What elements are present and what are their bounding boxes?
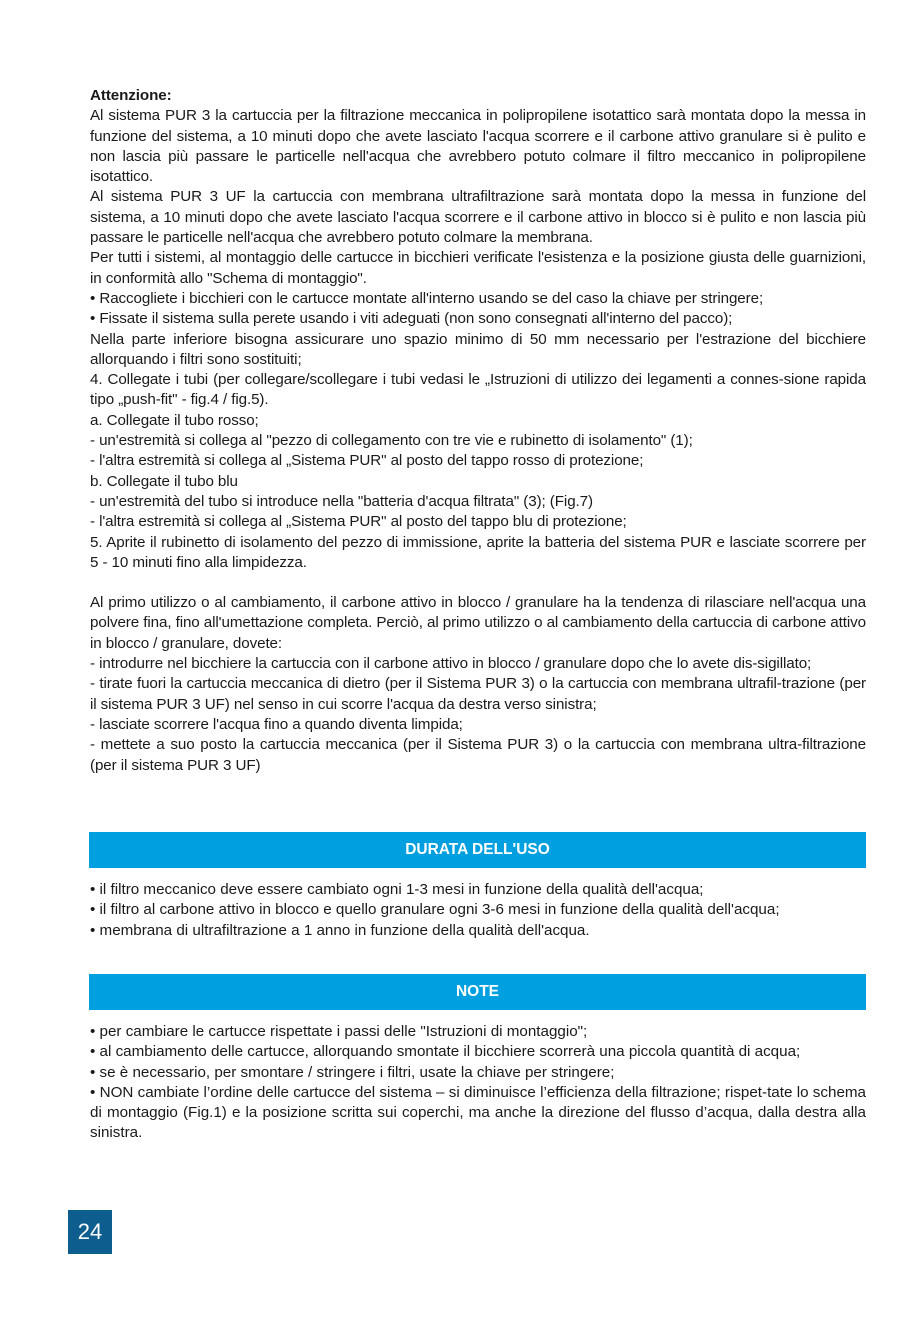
step-line: - lasciate scorrere l'acqua fino a quando diventa limpida; bbox=[90, 715, 463, 733]
list-item: • per cambiare le cartucce rispettate i passi delle "Istruzioni di montaggio"; bbox=[90, 1023, 588, 1040]
page-number bbox=[68, 1210, 112, 1254]
notes-list bbox=[90, 1022, 866, 1144]
paragraph: Al primo utilizzo o al cambiamento, il carbone attivo in blocco / granulare ha la tendenza di rilasciare nell'acqua una polvere fina, fino all'umettazione completa. Perciò, al primo utilizzo o al cambiamento della cartuccia di carbone attivo in blocco / granulare, dovete: bbox=[90, 594, 866, 652]
main-text bbox=[90, 86, 866, 776]
step-a: a. Collegate il tubo rosso; bbox=[90, 411, 259, 429]
step-line: - tirate fuori la cartuccia meccanica di dietro (per il Sistema PUR 3) o la cartuccia con membrana ultrafil-trazione (per il sistema PUR 3 UF) nel senso in cui scorre l'acqua da destra verso sinistra; bbox=[90, 675, 866, 713]
paragraph: Al sistema PUR 3 UF la cartuccia con membrana ultrafiltrazione sarà montata dopo la messa in funzione del sistema, a 10 minuti dopo che avete lasciato l'acqua scorrere e il carbone attivo in blocco si è pulito e non lascia più passare le particelle nell'acqua che avrebbero potuto colmare la membrana. bbox=[90, 188, 866, 247]
step-line: - un'estremità si collega al "pezzo di collegamento con tre vie e rubinetto di isolamento" (1); bbox=[90, 432, 693, 450]
duration-title: DURATA DELL'USO bbox=[405, 841, 550, 858]
list-item: • membrana di ultrafiltrazione a 1 anno in funzione della qualità dell'acqua. bbox=[90, 921, 590, 939]
notes-title: NOTE bbox=[455, 983, 500, 1000]
step-4: 4. Collegate i tubi (per collegare/scollegare i tubi vedasi le „Istruzioni di utilizzo dei legamenti a connes-sione rapida tipo „push-fit" - fig.4 / fig.5). bbox=[90, 371, 866, 409]
paragraph: Per tutti i sistemi, al montaggio delle cartucce in bicchieri verificate l'esistenza e la posizione giusta delle guarnizioni, in conformità allo "Schema di montaggio". bbox=[90, 249, 866, 287]
list-item: • il filtro al carbone attivo in blocco e quello granulare ogni 3-6 mesi in funzione della qualità dell'acqua; bbox=[90, 901, 780, 919]
list-item: • se è necessario, per smontare / stringere i filtri, usate la chiave per stringere; bbox=[90, 1063, 615, 1081]
step-line: - l'altra estremità si collega al „Sistema PUR" al posto del tappo blu di protezione; bbox=[90, 513, 627, 531]
step-line: - introdurre nel bicchiere la cartuccia con il carbone attivo in blocco / granulare dopo che lo avete dis-sigillato; bbox=[90, 655, 812, 673]
list-item: • al cambiamento delle cartucce, allorquando smontate il bicchiere scorrerà una piccola quantità di acqua; bbox=[90, 1043, 801, 1061]
step-5: 5. Aprite il rubinetto di isolamento del pezzo di immissione, aprite la batteria del sistema PUR e lasciate scorrere per 5 - 10 minuti fino alla limpidezza. bbox=[90, 533, 866, 571]
paragraph: Nella parte inferiore bisogna assicurare uno spazio minimo di 50 mm necessario per l'estrazione del bicchiere allorquando i filtri sono sostituiti; bbox=[90, 330, 866, 368]
bullet: • Fissate il sistema sulla perete usando i viti adeguati (non sono consegnati all'interno del pacco); bbox=[90, 310, 733, 328]
duration-banner bbox=[89, 832, 866, 868]
notes-banner bbox=[89, 974, 866, 1010]
attention-heading: Attenzione: bbox=[90, 87, 172, 104]
step-line: - l'altra estremità si collega al „Sistema PUR" al posto del tappo rosso di protezione; bbox=[90, 452, 644, 470]
step-line: - un'estremità del tubo si introduce nella "batteria d'acqua filtrata" (3); (Fig.7) bbox=[90, 492, 593, 510]
paragraph: Al sistema PUR 3 la cartuccia per la filtrazione meccanica in polipropilene isotattico sarà montata dopo la messa in funzione del sistema, a 10 minuti dopo che avete lasciato l'acqua scorrere e il carbone attivo granulare si è pulito e non lascia più passare le particelle nell'acqua che avrebbero potuto colmare il filtro meccanico in polipropilene isotattico. bbox=[90, 107, 866, 186]
step-line: - mettete a suo posto la cartuccia meccanica (per il Sistema PUR 3) o la cartuccia con membrana ultra-filtrazione (per il sistema PUR 3 UF) bbox=[90, 736, 866, 774]
bullet: • Raccogliete i bicchieri con le cartucce montate all'interno usando se del caso la chiave per stringere; bbox=[90, 289, 764, 307]
list-item: • il filtro meccanico deve essere cambiato ogni 1-3 mesi in funzione della qualità dell'acqua; bbox=[90, 881, 704, 898]
page-number-text: 24 bbox=[77, 1219, 103, 1244]
list-item: • NON cambiate l’ordine delle cartucce del sistema – si diminuisce l’efficienza della filtrazione; rispet-tate lo schema di montaggio (Fig.1) e la posizione scritta sui coperchi, ma anche la direzione del flusso d’acqua, dalla destra alla sinistra. bbox=[90, 1083, 866, 1142]
duration-list bbox=[90, 880, 866, 941]
step-b: b. Collegate il tubo blu bbox=[90, 472, 238, 490]
